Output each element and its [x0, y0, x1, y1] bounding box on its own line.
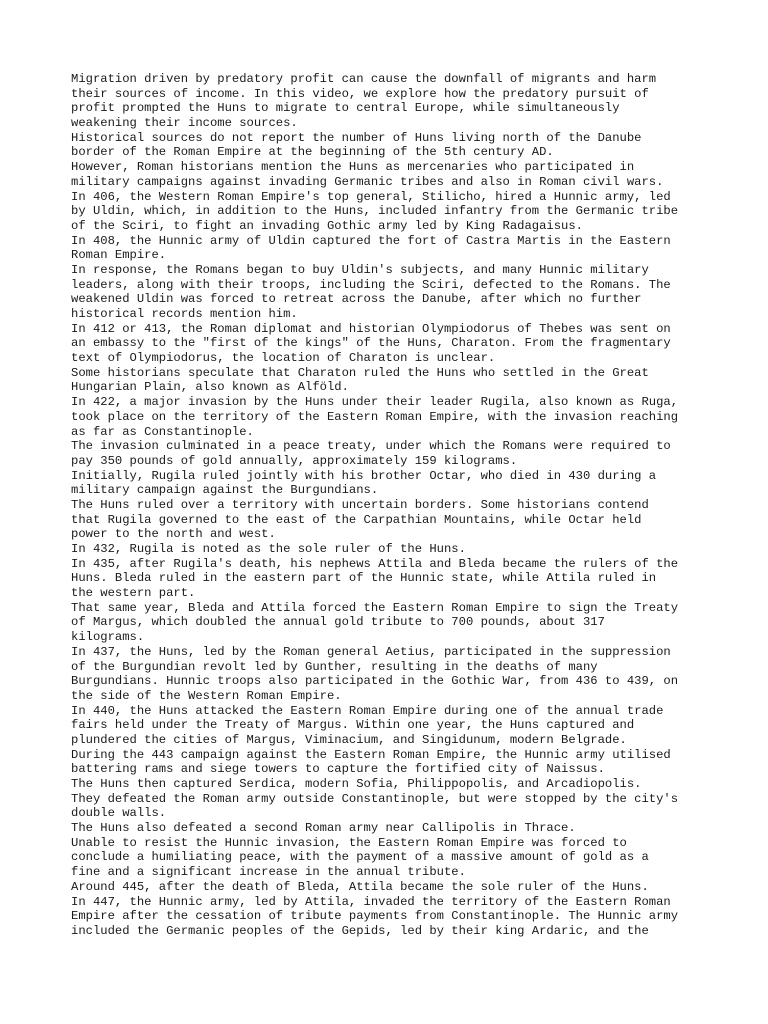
text-line: historical records mention him. — [71, 307, 298, 321]
text-line: fine and a significant increase in the annual tribute. — [71, 865, 466, 880]
text-line: border of the Roman Empire at the beginning of the 5th century AD. — [71, 145, 554, 160]
text-line: by Uldin, which, in addition to the Huns, included infantry from the Germanic tribe — [71, 204, 679, 219]
text-line: of the Burgundian revolt led by Gunther, resulting in the deaths of many — [71, 659, 598, 674]
text-line: that Rugila governed to the east of the Carpathian Mountains, while Octar held — [71, 512, 642, 527]
text-line: In 422, a major invasion by the Huns under their leader Rugila, also known as Ruga, — [71, 395, 679, 410]
text-line: of the Sciri, to fight an invading Gothic army led by King Radagaisus. — [71, 218, 583, 233]
text-line: battering rams and siege towers to capture the fortified city of Naissus. — [71, 762, 605, 777]
text-line: military campaign against the Burgundians. — [71, 483, 379, 498]
text-line: pay 350 pounds of gold annually, approximately 159 kilograms. — [71, 453, 518, 468]
text-line: took place on the territory of the Eastern Roman Empire, with the invasion reaching — [71, 409, 679, 424]
text-line: Around 445, after the death of Bleda, Attila became the sole ruler of the Huns. — [71, 879, 649, 894]
text-line: the western part. — [71, 586, 196, 601]
text-line: In 437, the Huns, led by the Roman general Aetius, participated in the suppression — [71, 644, 671, 659]
text-line: kilograms. — [71, 630, 145, 645]
text-line: plundered the cities of Margus, Viminacium, and Singidunum, modern Belgrade. — [71, 732, 627, 747]
text-line: an embassy to the "first of the kings" of the Huns, Charaton. From the fragmentary — [71, 336, 671, 351]
text-line: their sources of income. In this video, we explore how the predatory pursuit of — [71, 86, 649, 101]
text-line: Roman Empire. — [71, 248, 167, 263]
text-line: The Huns then captured Serdica, modern Sofia, Philippopolis, and Arcadiopolis. — [71, 777, 642, 791]
text-line: In 406, the Western Roman Empire's top general, Stilicho, hired a Hunnic army, led — [71, 189, 671, 204]
text-line: In 408, the Hunnic army of Uldin captured the fort of Castra Martis in the Eastern — [71, 233, 671, 248]
document-page — [71, 72, 751, 939]
text-line: Unable to resist the Hunnic invasion, the Eastern Roman Empire was forced to — [71, 835, 627, 850]
text-line: The Huns ruled over a territory with uncertain borders. Some historians contend — [71, 497, 649, 512]
text-line: text of Olympiodorus, the location of Charaton is unclear. — [71, 351, 496, 366]
text-line: weakening their income sources. — [71, 116, 298, 131]
text-line: military campaigns against invading Germanic tribes and also in Roman civil wars. — [71, 174, 664, 189]
text-line: leaders, along with their troops, including the Sciri, defected to the Romans. The — [71, 277, 671, 292]
text-line: That same year, Bleda and Attila forced the Eastern Roman Empire to sign the Treaty — [71, 600, 679, 615]
text-line: In 432, Rugila is noted as the sole ruler of the Huns. — [71, 542, 466, 556]
text-line: included the Germanic peoples of the Gepids, led by their king Ardaric, and the — [71, 923, 649, 938]
text-line: The Huns also defeated a second Roman army near Callipolis in Thrace. — [71, 821, 576, 836]
text-line: profit prompted the Huns to migrate to central Europe, while simultaneously — [71, 101, 620, 116]
text-line: weakened Uldin was forced to retreat across the Danube, after which no further — [71, 292, 642, 307]
text-line: double walls. — [71, 806, 167, 821]
text-line: In response, the Romans began to buy Uldin's subjects, and many Hunnic military — [71, 262, 649, 277]
text-line: Empire after the cessation of tribute payments from Constantinople. The Hunnic army — [71, 909, 679, 924]
text-line: Migration driven by predatory profit can cause the downfall of migrants and harm — [71, 72, 657, 86]
text-line: as far as Constantinople. — [71, 424, 254, 439]
text-line: Initially, Rugila ruled jointly with his brother Octar, who died in 430 during a — [71, 468, 657, 483]
text-line: power to the north and west. — [71, 527, 276, 542]
text-line: During the 443 campaign against the Eastern Roman Empire, the Hunnic army utilised — [71, 747, 671, 762]
text-line: Burgundians. Hunnic troops also participated in the Gothic War, from 436 to 439, on — [71, 674, 679, 689]
text-line: The invasion culminated in a peace treaty, under which the Romans were required to — [71, 439, 671, 454]
text-line: However, Roman historians mention the Huns as mercenaries who participated in — [71, 160, 635, 175]
text-line: In 440, the Huns attacked the Eastern Roman Empire during one of the annual trade — [71, 703, 664, 718]
text-line: fairs held under the Treaty of Margus. Within one year, the Huns captured and — [71, 718, 635, 733]
text-line: the side of the Western Roman Empire. — [71, 688, 342, 703]
text-line: of Margus, which doubled the annual gold tribute to 700 pounds, about 317 — [71, 615, 605, 630]
text-line: Some historians speculate that Charaton ruled the Huns who settled in the Great — [71, 365, 649, 380]
text-line: In 412 or 413, the Roman diplomat and historian Olympiodorus of Thebes was sent on — [71, 321, 671, 336]
text-line: conclude a humiliating peace, with the payment of a massive amount of gold as a — [71, 850, 649, 865]
text-line: Historical sources do not report the number of Huns living north of the Danube — [71, 130, 642, 145]
text-line: They defeated the Roman army outside Constantinople, but were stopped by the city's — [71, 791, 679, 806]
text-line: Hungarian Plain, also known as Alföld. — [71, 380, 349, 395]
text-line: In 447, the Hunnic army, led by Attila, invaded the territory of the Eastern Roman — [71, 894, 671, 909]
text-line: Huns. Bleda ruled in the eastern part of the Hunnic state, while Attila ruled in — [71, 571, 657, 586]
text-line: In 435, after Rugila's death, his nephews Attila and Bleda became the rulers of the — [71, 556, 679, 571]
